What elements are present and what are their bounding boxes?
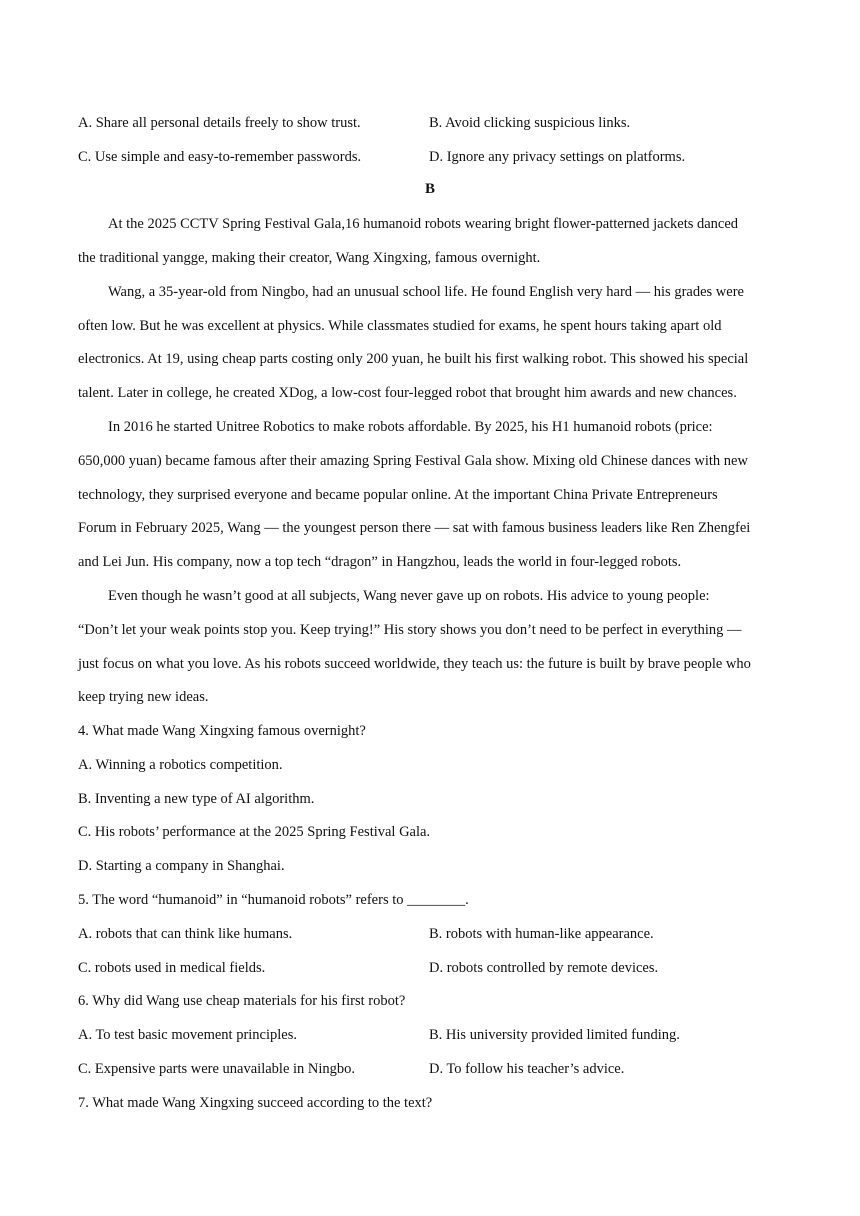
passage-line: Forum in February 2025, Wang — the youngest person there — sat with famous business leaders like Ren Zhengfei bbox=[78, 520, 751, 536]
passage-line: At the 2025 CCTV Spring Festival Gala,16 humanoid robots wearing bright flower-patterned jackets danced bbox=[108, 216, 739, 232]
passage-line: 650,000 yuan) became famous after their amazing Spring Festival Gala show. Mixing old Chinese dances with new bbox=[78, 453, 748, 469]
question-6-option-c: C. Expensive parts were unavailable in Ningbo. bbox=[78, 1061, 356, 1077]
passage-line: In 2016 he started Unitree Robotics to make robots affordable. By 2025, his H1 humanoid robots (price: bbox=[108, 419, 713, 435]
passage-line: keep trying new ideas. bbox=[78, 689, 209, 705]
question-6-option-d: D. To follow his teacher’s advice. bbox=[429, 1061, 625, 1077]
question-5-option-b: B. robots with human-like appearance. bbox=[429, 926, 654, 942]
question-7-stem: 7. What made Wang Xingxing succeed according to the text? bbox=[78, 1095, 433, 1111]
question-5-stem: 5. The word “humanoid” in “humanoid robots” refers to ________. bbox=[78, 892, 469, 908]
question-5-option-c: C. robots used in medical fields. bbox=[78, 960, 266, 976]
passage-line: technology, they surprised everyone and became popular online. At the important China Private Entrepreneurs bbox=[78, 487, 718, 503]
passage-line: Wang, a 35-year-old from Ningbo, had an unusual school life. He found English very hard — his grades were bbox=[108, 284, 744, 300]
question-5-option-d: D. robots controlled by remote devices. bbox=[429, 960, 659, 976]
question-4-option-c: C. His robots’ performance at the 2025 Spring Festival Gala. bbox=[78, 824, 431, 840]
passage-line: and Lei Jun. His company, now a top tech “dragon” in Hangzhou, leads the world in four-legged robots. bbox=[78, 554, 682, 570]
option-c: C. Use simple and easy-to-remember passwords. bbox=[78, 149, 362, 165]
question-4-option-b: B. Inventing a new type of AI algorithm. bbox=[78, 791, 315, 807]
passage-line: “Don’t let your weak points stop you. Keep trying!” His story shows you don’t need to be perfect in everything — bbox=[78, 622, 742, 638]
option-b: B. Avoid clicking suspicious links. bbox=[429, 115, 631, 131]
question-4-stem: 4. What made Wang Xingxing famous overnight? bbox=[78, 723, 366, 739]
question-5-option-a: A. robots that can think like humans. bbox=[78, 926, 293, 942]
question-4-option-d: D. Starting a company in Shanghai. bbox=[78, 858, 285, 874]
passage-line: just focus on what you love. As his robots succeed worldwide, they teach us: the future is built by brave people who bbox=[78, 656, 751, 672]
question-6-option-a: A. To test basic movement principles. bbox=[78, 1027, 297, 1043]
section-title: B bbox=[424, 181, 435, 197]
question-6-stem: 6. Why did Wang use cheap materials for his first robot? bbox=[78, 993, 406, 1009]
passage-line: talent. Later in college, he created XDog, a low-cost four-legged robot that brought him awards and new chances. bbox=[78, 385, 737, 401]
passage-line: the traditional yangge, making their creator, Wang Xingxing, famous overnight. bbox=[78, 250, 541, 266]
option-d: D. Ignore any privacy settings on platforms. bbox=[429, 149, 686, 165]
question-4-option-a: A. Winning a robotics competition. bbox=[78, 757, 283, 773]
question-6-option-b: B. His university provided limited funding. bbox=[429, 1027, 680, 1043]
passage-line: Even though he wasn’t good at all subjects, Wang never gave up on robots. His advice to young people: bbox=[108, 588, 710, 604]
passage-line: often low. But he was excellent at physics. While classmates studied for exams, he spent hours taking apart old bbox=[78, 318, 722, 334]
option-a: A. Share all personal details freely to show trust. bbox=[78, 115, 361, 131]
passage-line: electronics. At 19, using cheap parts costing only 200 yuan, he built his first walking robot. This showed his special bbox=[78, 351, 749, 367]
